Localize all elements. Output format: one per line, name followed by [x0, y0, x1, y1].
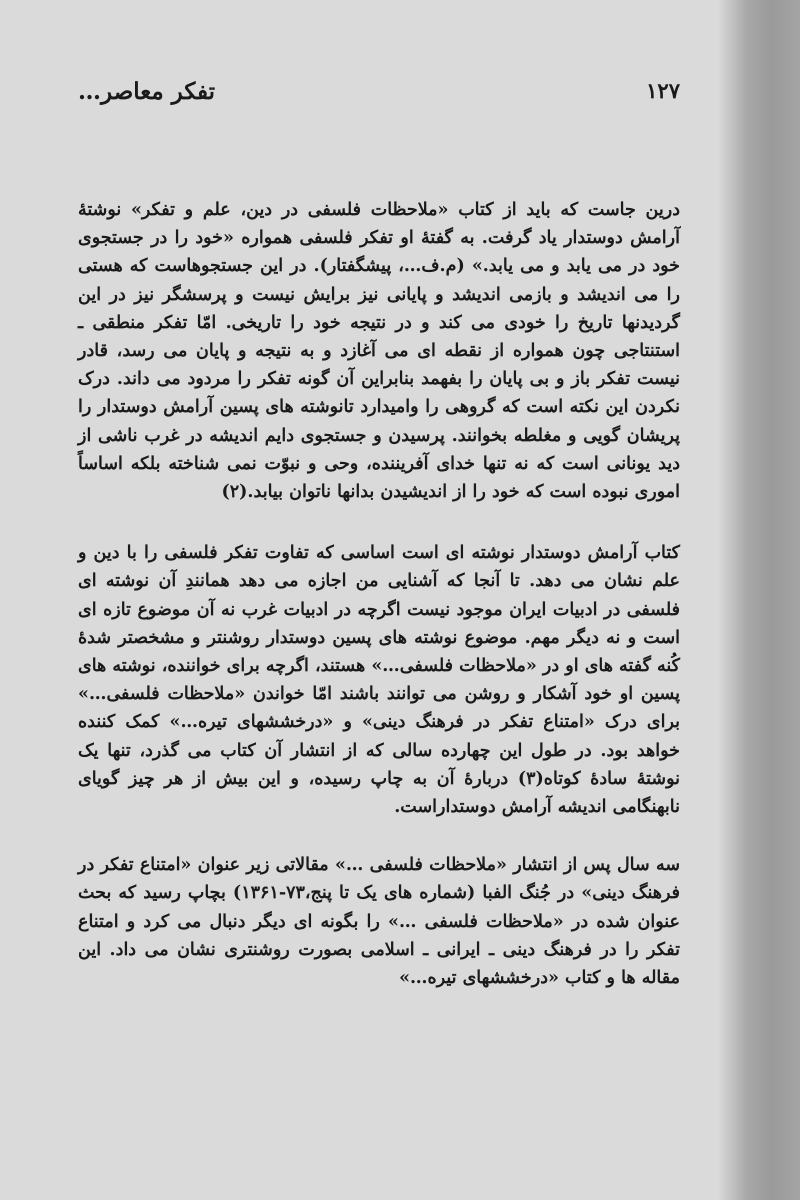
book-spine-shadow	[728, 0, 800, 1200]
page-number: ۱۲۷	[646, 78, 680, 103]
running-title: تفکر معاصر…	[78, 78, 216, 105]
page-header	[78, 78, 680, 118]
paragraph-3: سه سال پس از انتشار «ملاحظات فلسفی …» مقالاتی زیر عنوان «امتناع تفکر در فرهنگ دینی» در جُنگ الفبا (شماره های یک تا پنج،۷۳-۱۳۶۱) بچاپ رسید که بحث عنوان شده در «ملاحظات فلسفی …» را بگونه ای دیگر دنبال می کرد و امتناع تفکر را در فرهنگ دینی ـ ایرانی ـ اسلامی بصورت روشنتری نشان می داد. این مقاله ها و کتاب «درخششهای تیره…»	[78, 855, 680, 989]
paragraph-1: درین جاست که باید از کتاب «ملاحظات فلسفی در دین، علم و تفکر» نوشتۀ آرامش دوستدار یاد گرفت. به گفتۀ او تفکر فلسفی همواره «خود را در جستجوی خود در می یابد و می یابد.» (م.ف…، پیشگفتار). در این جستجوهاست که هستی را می اندیشد و بازمی اندیشد و پایانی نیز برایش نیست و پرسشگر نیز در این گردیدنها تاریخ را خودی می کند و در نتیجه خود را تاریخی. امّا تفکر منطقی ـ استنتاجی چون همواره از نقطه ای می آغازد و به نتیجه و پایان می رسد، قادر نیست تفکر باز و بی پایان را بفهمد بنابراین آن گونه تفکر را مردود می داند. درک نکردن این نکته است که گروهی را وامیدارد تانوشته های پسین آرامش دوستدار را پریشان گویی و مغلطه بخوانند. پرسیدن و جستجوی دایم اندیشه در غرب ناشی از دید یونانی است که نه تنها خدای آفریننده، وحی و نبوّت نمی شناخته بلکه اساساً اموری نبوده است که خود را از اندیشیدن بدانها ناتوان بیابد.(۲)	[78, 200, 680, 503]
page-body	[78, 196, 680, 992]
paragraph-2: کتاب آرامش دوستدار نوشته ای است اساسی که تفاوت تفکر فلسفی را با دین و علم نشان می دهد. تا آنجا که آشنایی من اجازه می دهد همانندِ آن نوشته ای فلسفی در ادبیات ایران موجود نیست اگرچه در ادبیات غرب نه آن موضوع تازه ای است و نه دیگر مهم. موضوع نوشته های پسین دوستدار روشنتر و مشخصتر شدۀ کُنه گفته های او در «ملاحظات فلسفی…» هستند، اگرچه برای خواننده، نوشته های پسین او خود آشکار و روشن می توانند باشند امّا خواندن «ملاحظات فلسفی…» برای درک «امتناع تفکر در فرهنگ دینی» و «درخششهای تیره…» کمک کننده خواهد بود. در طول این چهارده سالی که از انتشار آن کتاب می گذرد، تنها یک نوشتۀ سادۀ کوتاه(۳) دربارۀ آن به چاپ رسیده، و این بیش از هر چیز گویای نابهنگامی اندیشه آرامش دوستداراست.	[78, 543, 680, 818]
page-edge-shadow	[718, 0, 728, 1200]
